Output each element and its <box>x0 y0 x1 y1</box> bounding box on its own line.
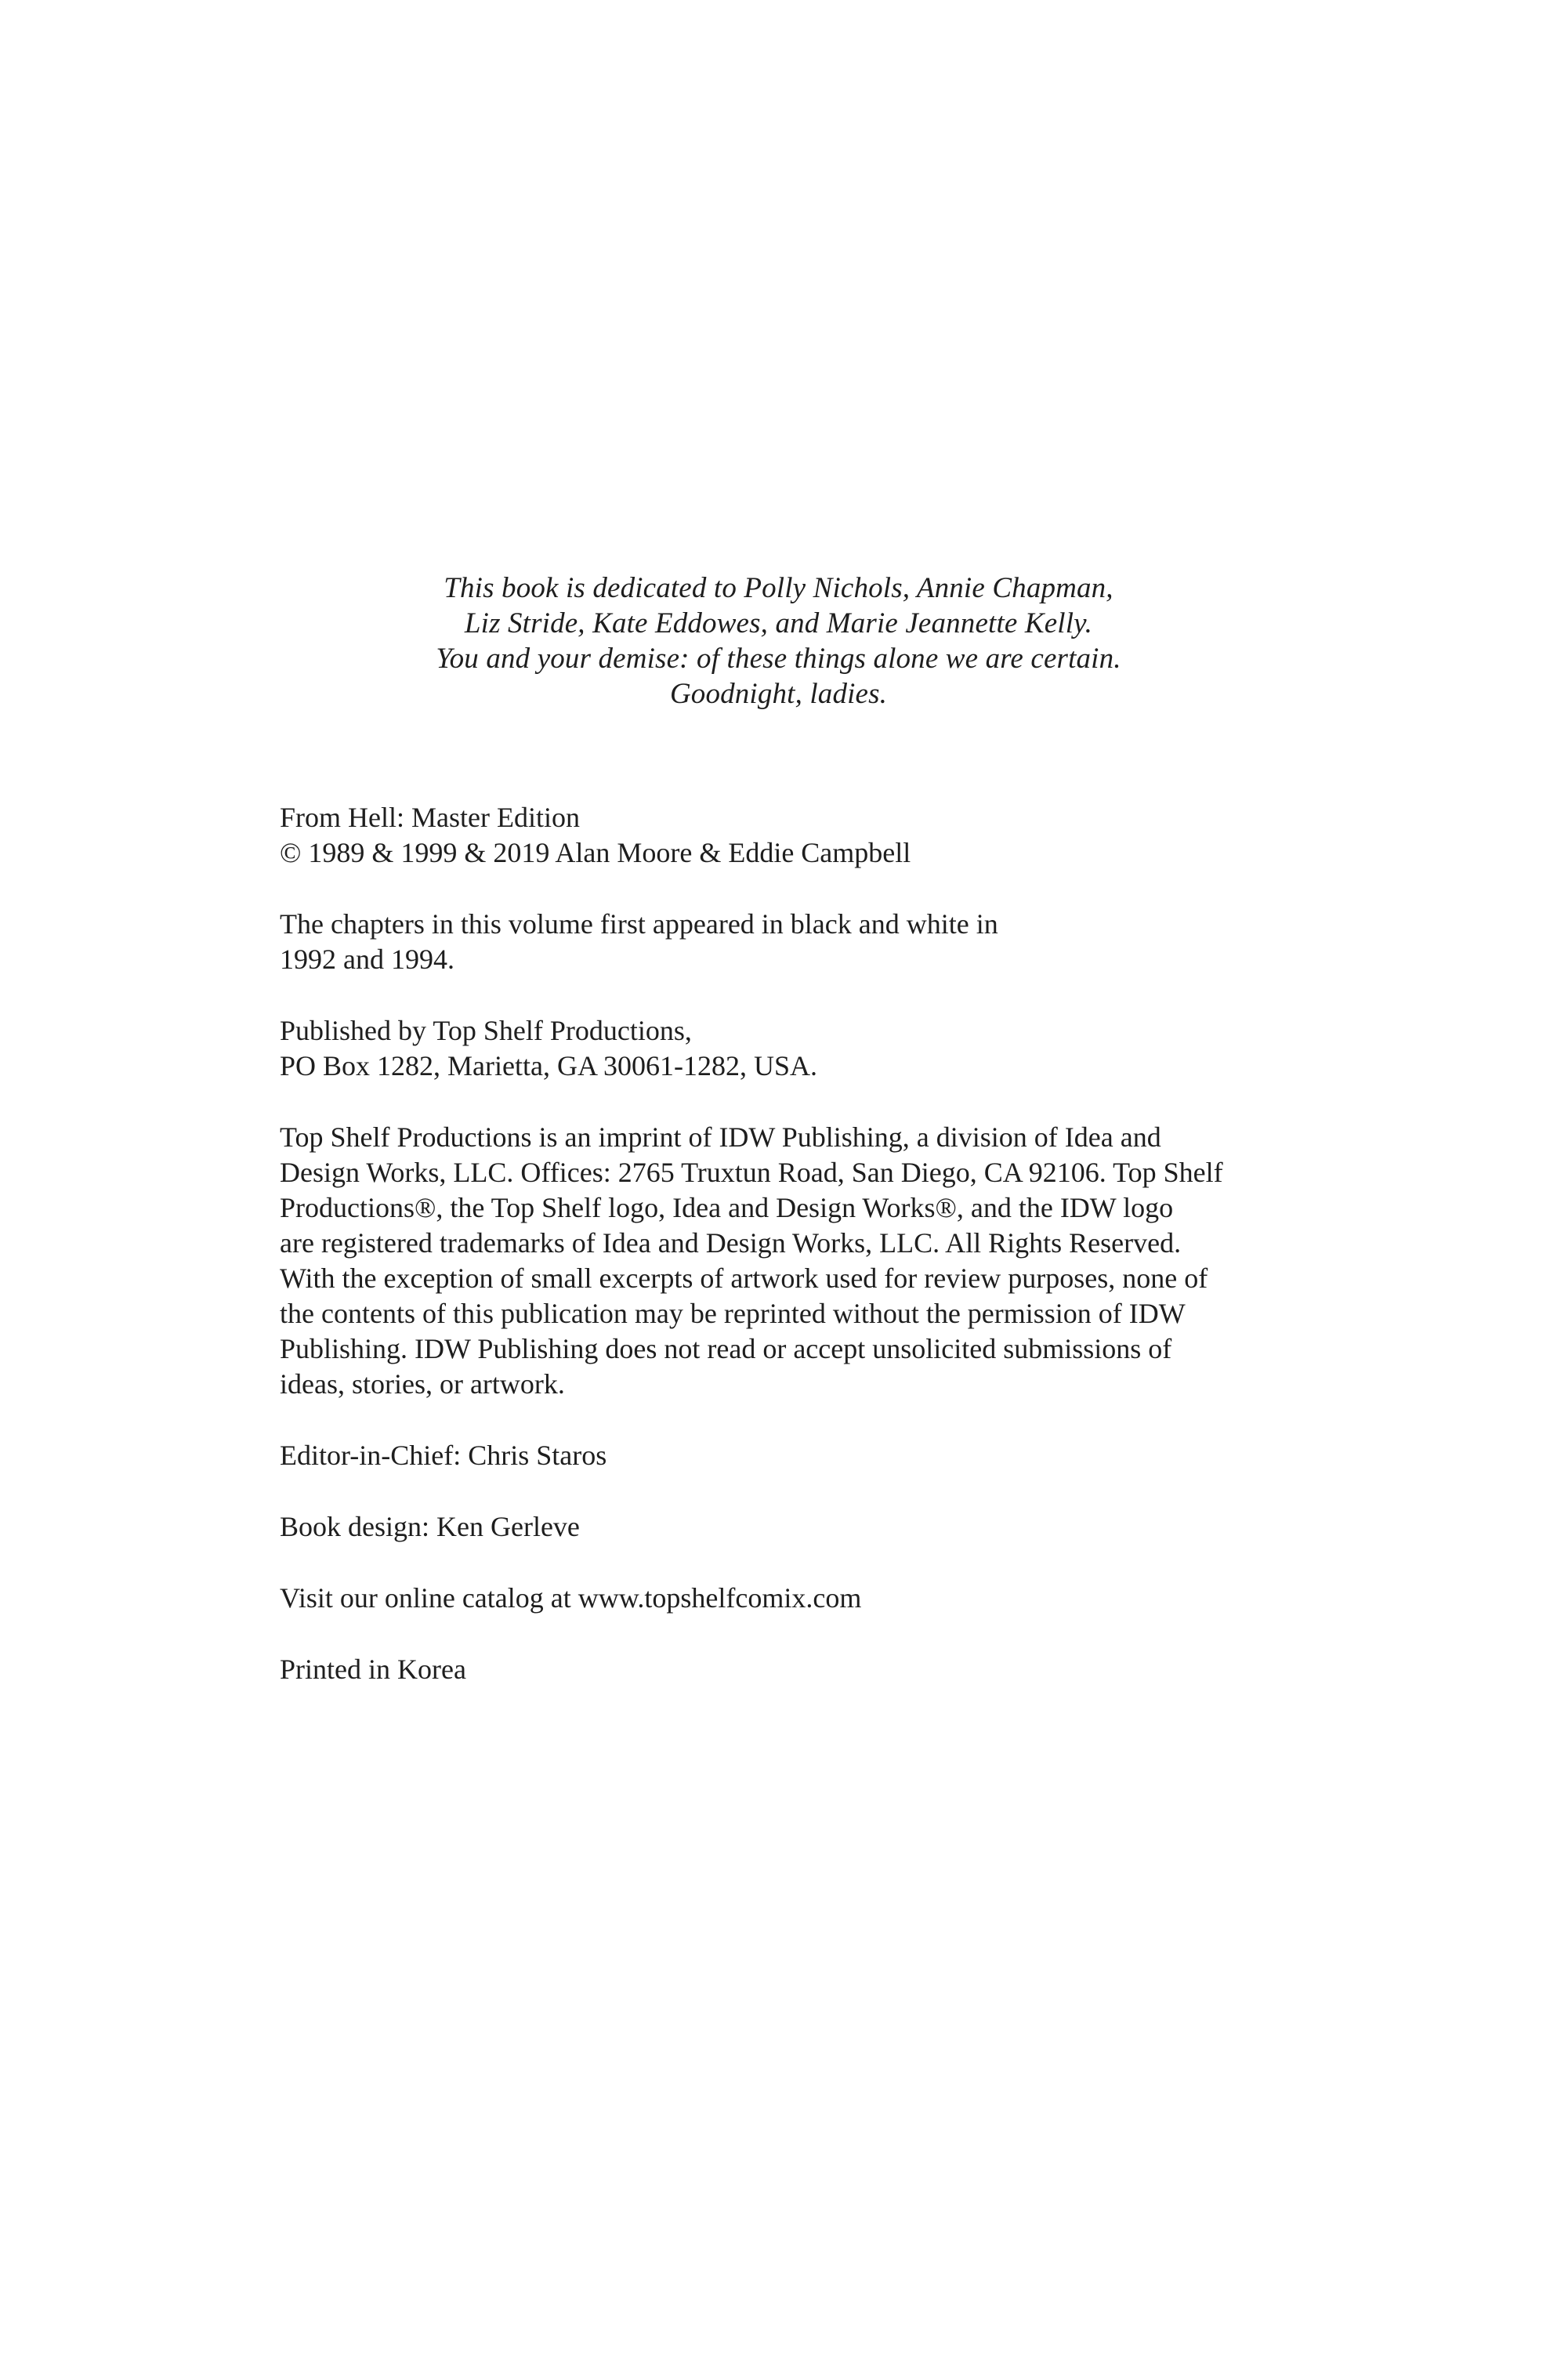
legal-line: Design Works, LLC. Offices: 2765 Truxtun Road, San Diego, CA 92106. Top Shelf <box>280 1157 1223 1188</box>
first-appearance-line: The chapters in this volume first appeared in black and white in <box>280 908 998 940</box>
dedication-line: Liz Stride, Kate Eddowes, and Marie Jeannette Kelly. <box>464 607 1093 639</box>
legal-line: Top Shelf Productions is an imprint of IDW Publishing, a division of Idea and <box>280 1121 1161 1153</box>
legal-line: With the exception of small excerpts of artwork used for review purposes, none of <box>280 1262 1208 1294</box>
book-title: From Hell: Master Edition <box>280 802 580 833</box>
legal-line: the contents of this publication may be reprinted without the permission of IDW <box>280 1298 1186 1329</box>
dedication-line: Goodnight, ladies. <box>669 678 888 710</box>
editor-credit <box>280 1438 1322 1473</box>
copyright-block <box>280 800 1322 1723</box>
first-appearance-note <box>280 907 1322 977</box>
printed-note <box>280 1652 1322 1687</box>
publisher-address <box>280 1013 1322 1084</box>
legal-line: ideas, stories, or artwork. <box>280 1368 565 1400</box>
dedication-line: This book is dedicated to Polly Nichols, Annie Chapman, <box>444 572 1113 604</box>
dedication <box>0 571 1557 712</box>
legal-line: Publishing. IDW Publishing does not read or accept unsolicited submissions of <box>280 1333 1172 1364</box>
design-line: Book design: Ken Gerleve <box>280 1511 580 1542</box>
editor-line: Editor-in-Chief: Chris Staros <box>280 1440 607 1471</box>
catalog-line: Visit our online catalog at www.topshelfcomix.com <box>280 1582 862 1614</box>
publisher-line: Published by Top Shelf Productions, <box>280 1015 692 1046</box>
legal-line: Productions®, the Top Shelf logo, Idea and Design Works®, and the IDW logo <box>280 1192 1174 1223</box>
first-appearance-line: 1992 and 1994. <box>280 944 454 975</box>
legal-line: are registered trademarks of Idea and Design Works, LLC. All Rights Reserved. <box>280 1227 1182 1259</box>
dedication-line: You and your demise: of these things alone we are certain. <box>436 643 1121 675</box>
copyright-notice: © 1989 & 1999 & 2019 Alan Moore & Eddie Campbell <box>280 837 911 868</box>
publisher-line: PO Box 1282, Marietta, GA 30061-1282, USA. <box>280 1050 817 1081</box>
legal-notice <box>280 1120 1322 1402</box>
title-block <box>280 800 1322 871</box>
catalog-note <box>280 1581 1322 1616</box>
printed-line: Printed in Korea <box>280 1654 466 1685</box>
design-credit <box>280 1509 1322 1545</box>
